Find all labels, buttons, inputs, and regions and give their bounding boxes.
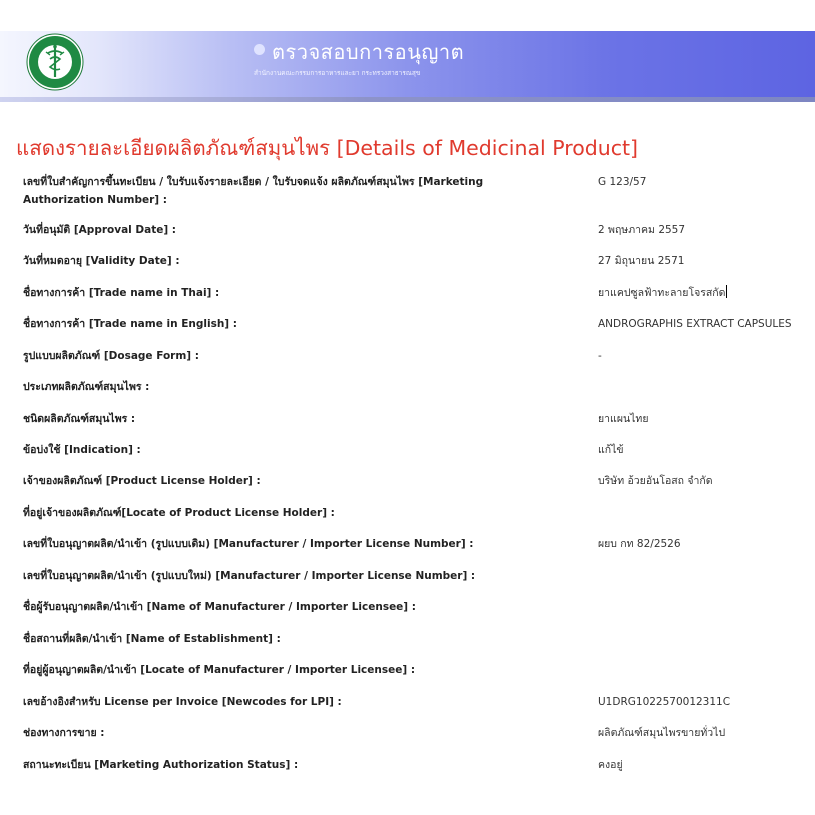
row-label: ชื่อทางการค้า [Trade name in English] : (23, 318, 237, 330)
row-label: ข้อบ่งใช้ [Indication] : (23, 444, 141, 456)
row-value: ผลิตภัณฑ์สมุนไพรขายทั่วไป (598, 727, 726, 739)
ministry-logo[interactable] (26, 33, 84, 91)
site-subtitle: สำนักงานคณะกรรมการอาหารและยา กระทรวงสาธารณสุข (254, 69, 421, 77)
row-label: เจ้าของผลิตภัณฑ์ [Product License Holder] : (23, 475, 261, 487)
site-title: ตรวจสอบการอนุญาต (272, 40, 465, 64)
row-label: ชื่อผู้รับอนุญาตผลิต/นำเข้า [Name of Manufacturer / Importer Licensee] : (23, 601, 416, 613)
row-label: วันที่อนุมัติ [Approval Date] : (23, 224, 177, 236)
row-value: 27 มิถุนายน 2571 (598, 255, 685, 267)
text-cursor (726, 285, 727, 298)
header-divider (0, 97, 815, 102)
row-value: ยาแผนไทย (598, 413, 649, 425)
row-label: ชนิดผลิตภัณฑ์สมุนไพร : (23, 413, 136, 425)
row-label: ชื่อสถานที่ผลิต/นำเข้า [Name of Establishment] : (23, 633, 281, 645)
ministry-seal-icon (26, 33, 84, 91)
row-value: U1DRG1022570012311C (598, 696, 731, 708)
bullet-dot-icon (254, 44, 265, 55)
row-label: ประเภทผลิตภัณฑ์สมุนไพร : (23, 381, 150, 393)
row-label: รูปแบบผลิตภัณฑ์ [Dosage Form] : (23, 350, 199, 362)
row-label: เลขที่ใบอนุญาตผลิต/นำเข้า (รูปแบบใหม่) [Manufacturer / Importer License Number] : (23, 570, 476, 582)
row-value: G 123/57 (598, 176, 647, 188)
row-label: สถานะทะเบียน [Marketing Authorization Status] : (23, 759, 299, 771)
row-value: ANDROGRAPHIS EXTRACT CAPSULES (598, 318, 792, 330)
row-value: - (598, 350, 602, 362)
row-value: 2 พฤษภาคม 2557 (598, 224, 686, 236)
trade-name-thai-value: ยาแคปซูลฟ้าทะลายโจรสกัด (598, 287, 726, 299)
row-label: ชื่อทางการค้า [Trade name in Thai] : (23, 287, 220, 299)
page-title: แสดงรายละเอียดผลิตภัณฑ์สมุนไพร [Details of Medicinal Product] (16, 136, 639, 160)
row-value: คงอยู่ (598, 759, 623, 771)
row-value: แก้ไข้ (598, 444, 624, 456)
row-label: เลขที่ใบสำคัญการขึ้นทะเบียน / ใบรับแจ้งรายละเอียด / ใบรับจดแจ้ง ผลิตภัณฑ์สมุนไพร [Marketing Authorization Number] : (23, 176, 484, 206)
row-label: ที่อยู่เจ้าของผลิตภัณฑ์[Locate of Product License Holder] : (23, 507, 335, 519)
row-value (598, 284, 808, 302)
row-label: ช่องทางการขาย : (23, 727, 105, 739)
row-label: วันที่หมดอายุ [Validity Date] : (23, 255, 180, 267)
row-label: เลขที่ใบอนุญาตผลิต/นำเข้า (รูปแบบเดิม) [Manufacturer / Importer License Number] : (23, 538, 474, 550)
row-value: บริษัท อ้วยอันโอสถ จำกัด (598, 475, 713, 487)
row-value: ผยบ กท 82/2526 (598, 538, 681, 550)
row-label: เลขอ้างอิงสำหรับ License per Invoice [Newcodes for LPI] : (23, 696, 342, 708)
row-label: ที่อยู่ผู้อนุญาตผลิต/นำเข้า [Locate of Manufacturer / Importer Licensee] : (23, 664, 416, 676)
